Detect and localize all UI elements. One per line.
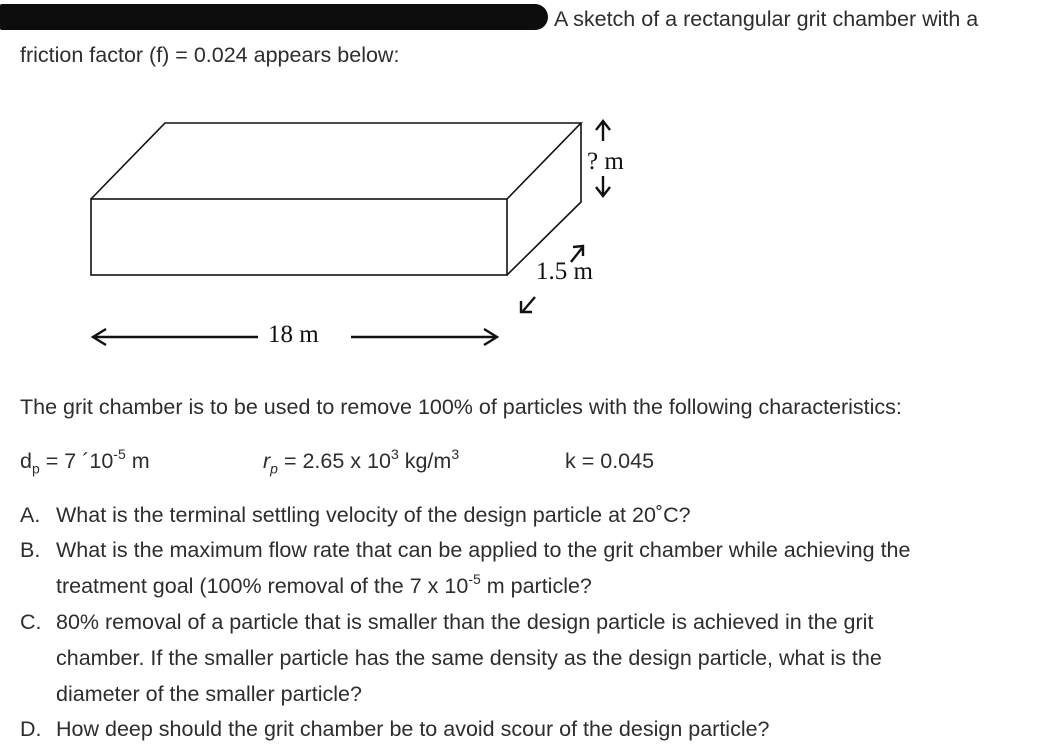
question-c: C. 80% removal of a particle that is smaller than the design particle is achieved in the grit chamber. If the smaller particle has the same density as the design particle, what is the diameter of the smaller particle? bbox=[20, 604, 882, 712]
param-particle-diameter: $d_p = 7$ $´10^{-5}$ m bbox=[20, 445, 150, 477]
question-d: D. How deep should the grit chamber be to avoid scour of the design particle? bbox=[20, 717, 770, 741]
question-c-continued-2: diameter of the smaller particle? bbox=[56, 682, 362, 706]
intro-line-1: A sketch of a rectangular grit chamber with a bbox=[554, 7, 979, 31]
width-label: 1.5 m bbox=[536, 258, 593, 285]
intro-line-2: friction factor (f) = 0.024 appears below: bbox=[20, 43, 400, 67]
question-b-continued: treatment goal (100% removal of the 7 x $10^{-5}$ m particle? bbox=[56, 570, 592, 598]
problem-statement: The grit chamber is to be used to remove 100% of particles with the following characteristics: bbox=[20, 395, 902, 419]
param-k: k = 0.045 bbox=[565, 449, 655, 473]
length-label: 18 m bbox=[268, 321, 319, 348]
box-top-face bbox=[91, 123, 581, 199]
box-right-face bbox=[507, 123, 581, 275]
question-c-continued-1: chamber. If the smaller particle has the same density as the design particle, what is the bbox=[56, 646, 882, 670]
question-a: A. What is the terminal settling velocity of the design particle at 20˚C? bbox=[20, 503, 691, 527]
height-label: ? m bbox=[587, 148, 624, 175]
param-particle-density: $r_p = 2.65$ x $10^3$ $kg/m^3$ bbox=[263, 445, 460, 477]
box-front-face bbox=[91, 199, 507, 275]
question-b: B. What is the maximum flow rate that can be applied to the grit chamber while achieving the treatment goal (100% removal of the 7 x $10^{-5}$ m particle? bbox=[20, 532, 910, 604]
